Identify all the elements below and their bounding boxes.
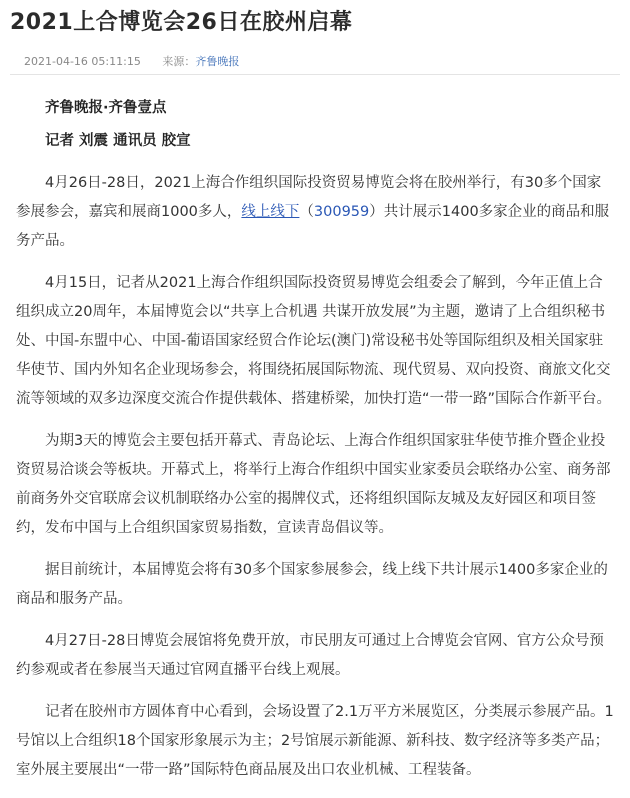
stock-link[interactable]: 线上线下 — [241, 204, 300, 220]
paren-open: （ — [299, 204, 314, 220]
paragraph-2: 4月15日，记者从2021上海合作组织国际投资贸易博览会组委会了解到，今年正值上合组织成立20周年，本届博览会以“共享上合机遇 共谋开放发展”为主题，邀请了上合组织秘书处、中国-东盟中心、中国-葡语国家经贸合作论坛(澳门)常设秘书处等国际组织及相关国家驻华使节、国内外知名企业现场参会，将围绕拓展国际物流、现代贸易、双向投资、商旅文化交流等领域的双多边深度交流合作提供载体、搭建桥梁，加快打造“一带一路”国际合作新平台。 — [16, 275, 612, 407]
paren-close: ） — [369, 204, 384, 220]
stock-code-link[interactable]: 300959 — [313, 204, 370, 220]
article-body — [16, 94, 614, 798]
paragraph-4: 据目前统计，本届博览会将有30多个国家参展参会，线上线下共计展示1400多家企业的商品和服务产品。 — [16, 562, 608, 607]
source-label: 来源： — [162, 55, 196, 68]
article-meta — [24, 54, 239, 70]
paragraph-1-text-b: 共计展示1400多家企业的商品和服务产品。 — [16, 204, 610, 249]
paragraph-6: 记者在胶州市方圆体育中心看到，会场设置了2.1万平方米展览区，分类展示参展产品。1号馆以上合组织18个国家形象展示为主；2号馆展示新能源、新科技、数字经济等多类产品；室外展主要展出“一带一路”国际特色商品展及出口农业机械、工程装备。 — [16, 704, 614, 778]
paragraph-1 — [16, 169, 614, 256]
paragraph-1-text-a: 4月26日-28日，2021上海合作组织国际投资贸易博览会将在胶州举行，有30多个国家参展参会，嘉宾和展商1000多人， — [16, 175, 602, 220]
byline-outlet: 齐鲁晚报·齐鲁壹点 — [45, 100, 167, 116]
header-divider — [10, 74, 620, 75]
byline-reporter: 记者 刘震 通讯员 胶宣 — [45, 133, 191, 149]
source-link[interactable]: 齐鲁晚报 — [195, 55, 240, 68]
paragraph-3: 为期3天的博览会主要包括开幕式、青岛论坛、上海合作组织国家驻华使节推介暨企业投资贸易洽谈会等板块。开幕式上，将举行上海合作组织中国实业家委员会联络办公室、商务部前商务外交官联席会议机制联络办公室的揭牌仪式，还将组织国际友城及友好园区和项目签约，发布中国与上合组织国家贸易指数，宣读青岛倡议等。 — [16, 433, 611, 536]
paragraph-5: 4月27日-28日博览会展馆将免费开放，市民朋友可通过上合博览会官网、官方公众号预约参观或者在参展当天通过官网直播平台线上观展。 — [16, 633, 604, 678]
publish-date: 2021-04-16 05:11:15 — [24, 55, 141, 68]
article-title: 2021上合博览会26日在胶州启幕 — [10, 10, 353, 35]
